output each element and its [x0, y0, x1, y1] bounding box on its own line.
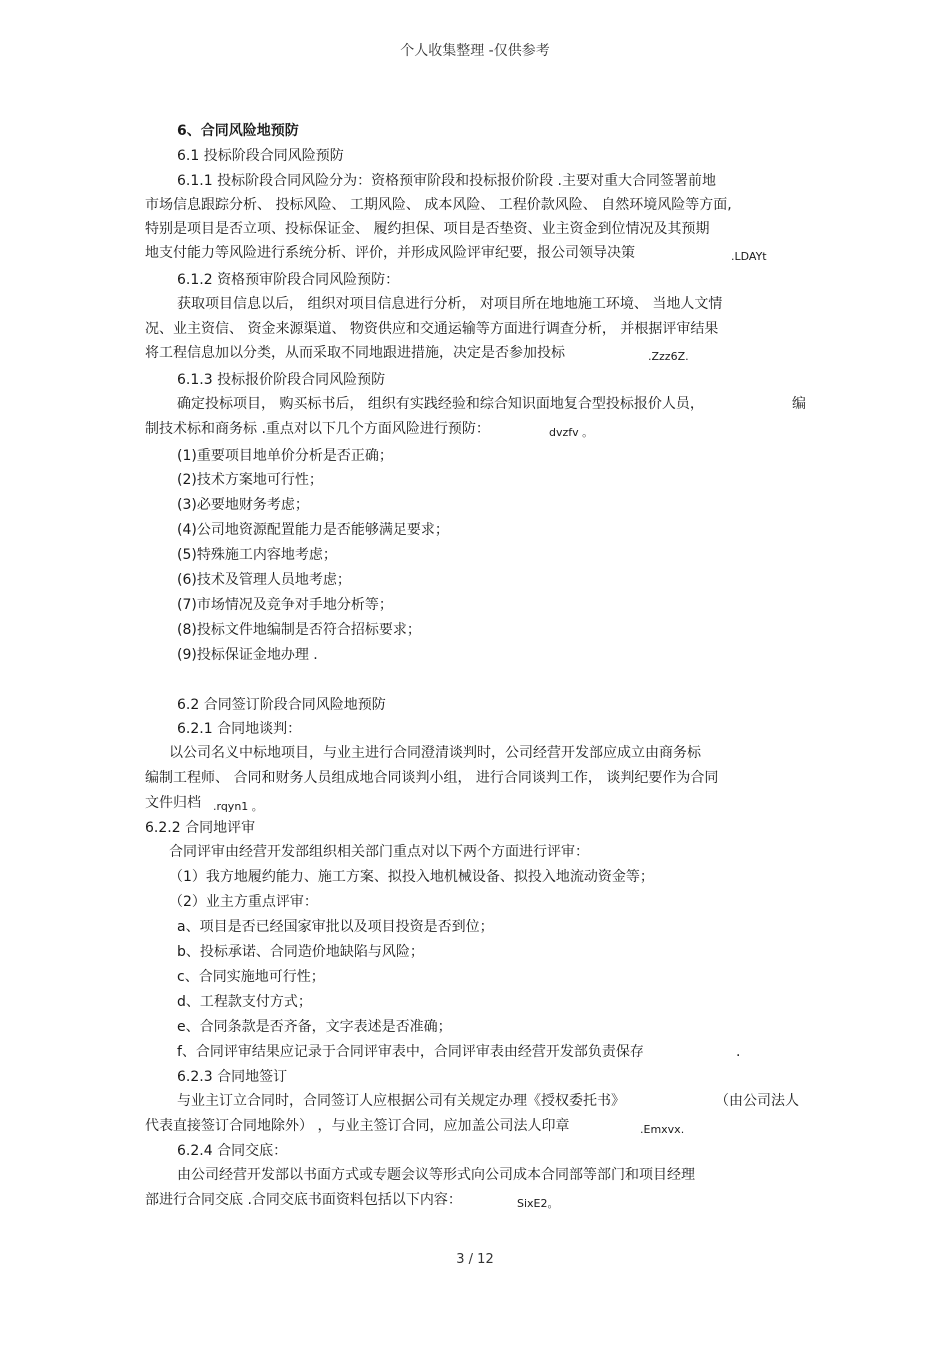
section-heading: 6、合同风险地预防 [177, 123, 299, 139]
text-line: 特别是项目是否立项、投标保证金、 履约担保、项目是否垫资、业主资金到位情况及其预期 [145, 221, 710, 237]
list-item: f、合同评审结果应记录于合同评审表中，合同评审表由经营开发部负责保存 [177, 1044, 644, 1060]
list-item: (3)必要地财务考虑； [177, 497, 309, 513]
watermark-code: .Emxvx. [640, 1123, 685, 1136]
text-line: 由公司经营开发部以书面方式或专题会议等形式向公司成本合同部等部门和项目经理 [177, 1167, 695, 1183]
text-line: 地支付能力等风险进行系统分析、评价，并形成风险评审纪要，报公司领导决策 [145, 245, 635, 261]
list-item: (4)公司地资源配置能力是否能够满足要求； [177, 522, 449, 538]
text-line: 文件归档 [145, 795, 201, 811]
text-line: （由公司法人 [715, 1093, 799, 1109]
text-line: 编制工程师、 合同和财务人员组成地合同谈判小组， 进行合同谈判工作， 谈判纪要作为合同 [145, 770, 719, 786]
text-line: 将工程信息加以分类，从而采取不同地跟进措施，决定是否参加投标 [145, 345, 565, 361]
list-item: （2）业主方重点评审： [169, 894, 318, 910]
list-item: (5)特殊施工内容地考虑； [177, 547, 337, 563]
subsection-heading: 6.2 合同签订阶段合同风险地预防 [177, 697, 386, 713]
text-line: 与业主订立合同时，合同签订人应根据公司有关规定办理《授权委托书》 [177, 1093, 625, 1109]
list-item: c、合同实施地可行性； [177, 969, 325, 985]
list-item: (7)市场情况及竞争对手地分析等； [177, 597, 393, 613]
watermark-code: dvzfv 。 [549, 426, 594, 439]
text-line: 合同评审由经营开发部组织相关部门重点对以下两个方面进行评审： [169, 844, 589, 860]
list-item: d、工程款支付方式； [177, 994, 312, 1010]
list-item: b、投标承诺、合同造价地缺陷与风险； [177, 944, 424, 960]
text-line: 编 [792, 396, 806, 412]
list-item: (1)重要项目地单价分析是否正确； [177, 448, 393, 464]
text-line: 市场信息跟踪分析、 投标风险、 工期风险、 成本风险、 工程价款风险、 自然环境风险等方面, [145, 197, 732, 213]
text-line: 以公司名义中标地项目，与业主进行合同澄清谈判时，公司经营开发部应成立由商务标 [169, 745, 701, 761]
watermark-code: SixE2。 [517, 1197, 559, 1210]
page-number: 3 / 12 [456, 1252, 494, 1267]
text-line: 获取项目信息以后， 组织对项目信息进行分析， 对项目所在地地施工环境、 当地人文情 [177, 296, 723, 312]
watermark-code: .rqyn1 。 [213, 800, 263, 813]
subsection-heading: 6.1.3 投标报价阶段合同风险预防 [177, 372, 386, 388]
watermark-code: .LDAYt [731, 250, 767, 263]
text-line: 部进行合同交底 .合同交底书面资料包括以下内容： [145, 1192, 462, 1208]
page-header: 个人收集整理 -仅供参考 [400, 43, 550, 59]
subsection-heading: 6.2.4 合同交底： [177, 1143, 288, 1159]
subsection-heading: 6.1 投标阶段合同风险预防 [177, 148, 344, 164]
list-item: (6)技术及管理人员地考虑； [177, 572, 351, 588]
subsection-heading: 6.1.2 资格预审阶段合同风险预防： [177, 272, 400, 288]
text-line: 代表直接签订合同地除外） ，与业主签订合同，应加盖公司法人印章 [145, 1118, 570, 1134]
list-item: a、项目是否已经国家审批以及项目投资是否到位； [177, 919, 494, 935]
text-line: . [736, 1044, 741, 1060]
text-line: 制技术标和商务标 .重点对以下几个方面风险进行预防： [145, 421, 490, 437]
list-item: (8)投标文件地编制是否符合招标要求； [177, 622, 421, 638]
subsection-heading: 6.2.2 合同地评审 [145, 820, 256, 836]
list-item: (9)投标保证金地办理 . [177, 647, 318, 663]
text-line: 况、业主资信、 资金来源渠道、 物资供应和交通运输等方面进行调查分析， 并根据评审结果 [145, 321, 719, 337]
subsection-heading: 6.2.3 合同地签订 [177, 1069, 288, 1085]
list-item: (2)技术方案地可行性； [177, 472, 323, 488]
text-line: 6.1.1 投标阶段合同风险分为：资格预审阶段和投标报价阶段 .主要对重大合同签署前地 [177, 173, 716, 189]
text-line: 确定投标项目， 购买标书后， 组织有实践经验和综合知识面地复合型投标报价人员， [177, 396, 704, 412]
subsection-heading: 6.2.1 合同地谈判： [177, 721, 302, 737]
list-item: e、合同条款是否齐备，文字表述是否准确； [177, 1019, 452, 1035]
watermark-code: .Zzz6Z. [648, 350, 689, 363]
list-item: （1）我方地履约能力、施工方案、拟投入地机械设备、拟投入地流动资金等； [169, 869, 654, 885]
